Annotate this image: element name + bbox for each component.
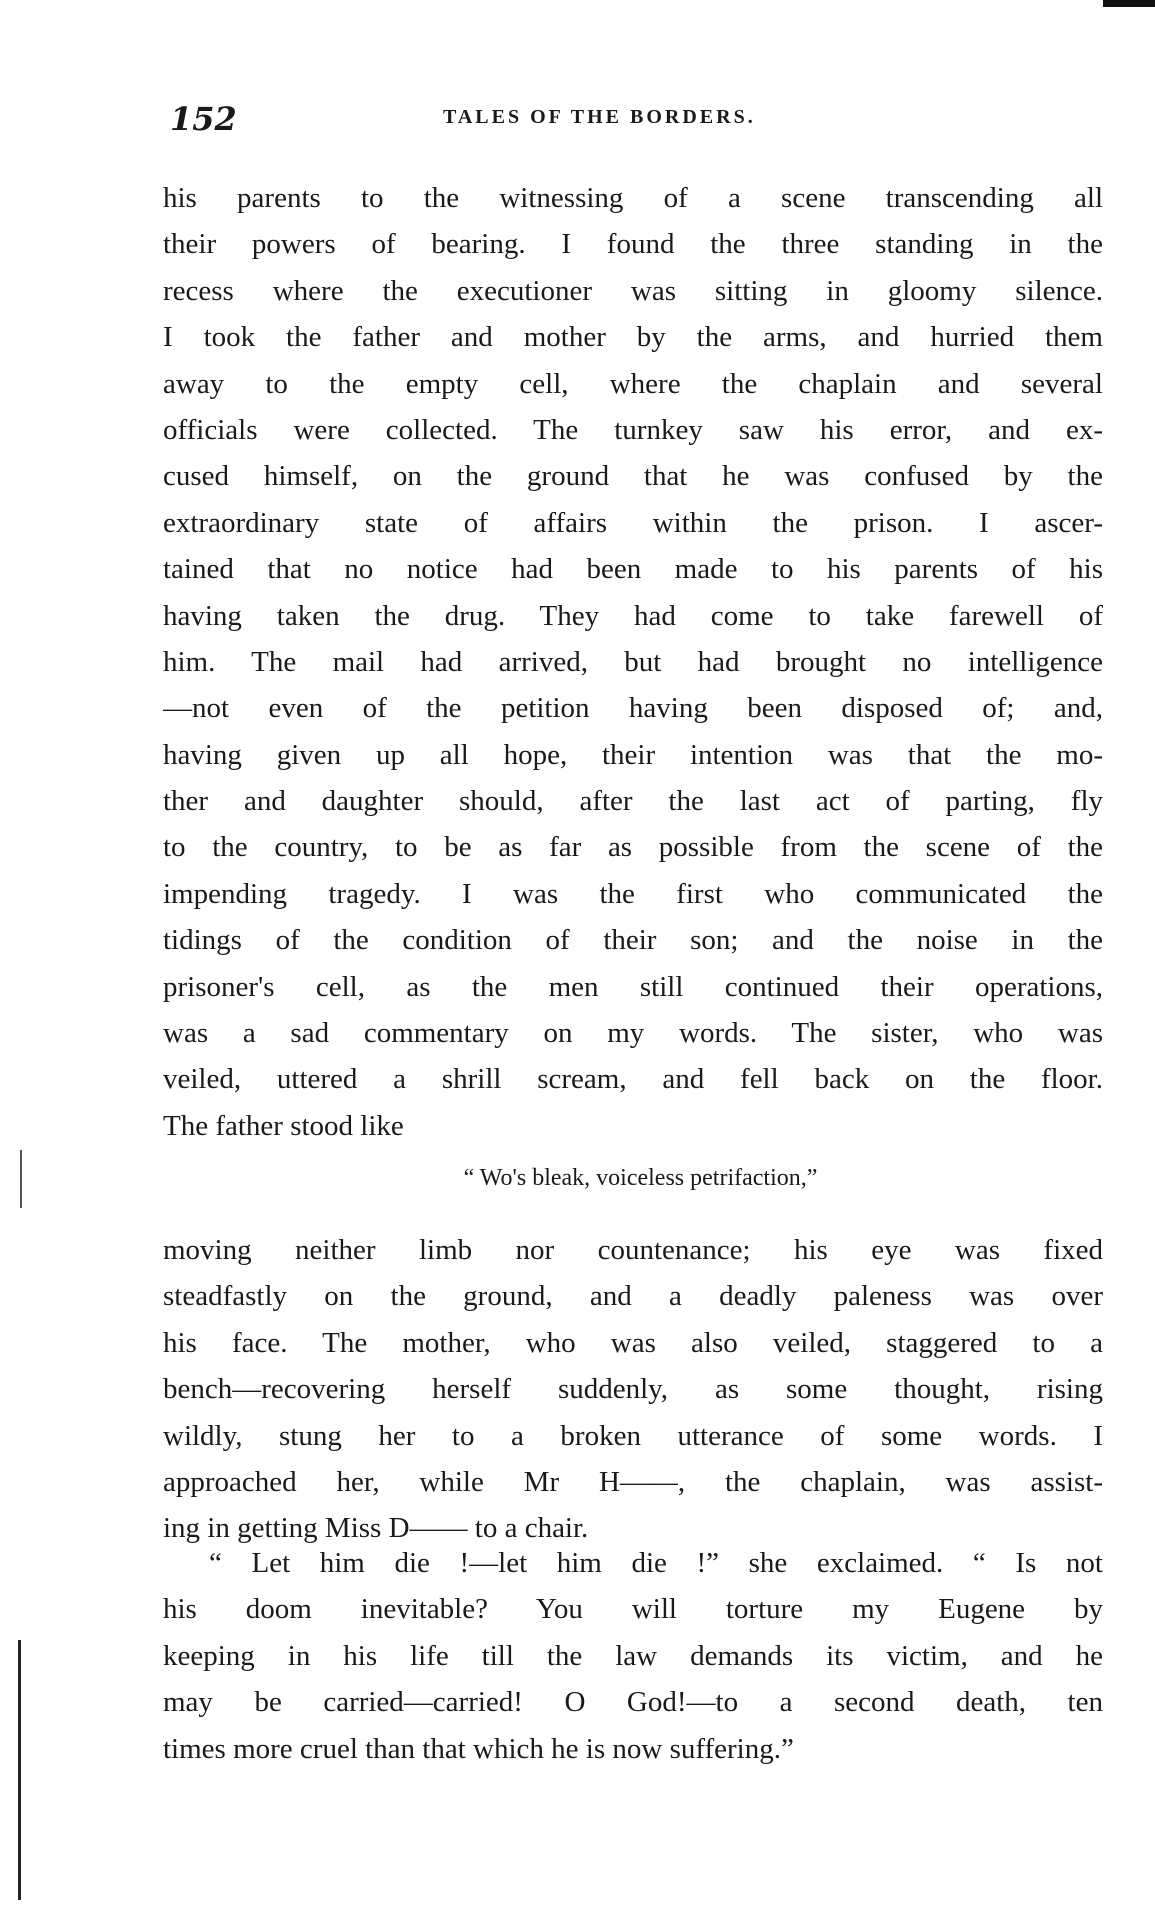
text-line: his parents to the witnessing of a scene transcending all — [163, 182, 1103, 214]
text-line: to the country, to be as far as possible from the scene of the — [163, 831, 1103, 864]
text-line: “ Let him die !—let him die !” she exclaimed. “ Is not — [209, 1547, 1103, 1579]
text-line: recess where the executioner was sitting in gloomy silence. — [163, 274, 1103, 307]
text-line: him. The mail had arrived, but had brought no intelligence — [163, 645, 1103, 678]
text-line: wildly, stung her to a broken utterance of some words. I — [163, 1419, 1103, 1452]
page-header — [163, 100, 1103, 140]
text-line: impending tragedy. I was the first who communicated the — [163, 877, 1103, 910]
text-line: —not even of the petition having been disposed of; and, — [163, 692, 1103, 725]
text-line: his doom inevitable? You will torture my Eugene by — [163, 1593, 1103, 1626]
text-line: having given up all hope, their intention was that the mo- — [163, 738, 1103, 771]
margin-mark — [20, 1150, 22, 1208]
text-line: veiled, uttered a shrill scream, and fell back on the floor. — [163, 1063, 1103, 1096]
text-line: steadfastly on the ground, and a deadly paleness was over — [163, 1280, 1103, 1313]
corner-rule — [1103, 0, 1155, 7]
text-line: The father stood like — [163, 1109, 404, 1142]
paragraph-2 — [163, 1227, 1103, 1552]
paragraph-3 — [163, 1540, 1103, 1772]
text-line: approached her, while Mr H——, the chaplain, was assist- — [163, 1465, 1103, 1498]
text-line: tained that no notice had been made to his parents of his — [163, 553, 1103, 586]
verse-quote: “ Wo's bleak, voiceless petrifaction,” — [463, 1165, 818, 1191]
text-line: his face. The mother, who was also veiled, staggered to a — [163, 1326, 1103, 1359]
text-line: was a sad commentary on my words. The sister, who was — [163, 1017, 1103, 1050]
text-line: cused himself, on the ground that he was confused by the — [163, 460, 1103, 493]
paragraph-1 — [163, 175, 1103, 1149]
text-line: prisoner's cell, as the men still continued their operations, — [163, 970, 1103, 1003]
text-line: extraordinary state of affairs within the prison. I ascer- — [163, 506, 1103, 539]
text-line: officials were collected. The turnkey saw his error, and ex- — [163, 413, 1103, 446]
text-line: ing in getting Miss D—— to a chair. — [163, 1512, 589, 1545]
text-line: tidings of the condition of their son; and the noise in the — [163, 924, 1103, 957]
text-line: their powers of bearing. I found the three standing in the — [163, 228, 1103, 261]
text-line: ther and daughter should, after the last act of parting, fly — [163, 785, 1103, 818]
text-line: away to the empty cell, where the chaplain and several — [163, 367, 1103, 400]
text-line: may be carried—carried! O God!—to a second death, ten — [163, 1686, 1103, 1719]
page-number: 152 — [170, 100, 237, 138]
text-line: bench—recovering herself suddenly, as some thought, rising — [163, 1373, 1103, 1406]
text-line: I took the father and mother by the arms, and hurried them — [163, 321, 1103, 354]
text-line: having taken the drug. They had come to take farewell of — [163, 599, 1103, 632]
text-line: moving neither limb nor countenance; his eye was fixed — [163, 1234, 1103, 1266]
margin-mark — [18, 1640, 21, 1900]
text-line: times more cruel than that which he is now suffering.” — [163, 1732, 794, 1765]
running-title: TALES OF THE BORDERS. — [443, 106, 756, 128]
text-line: keeping in his life till the law demands its victim, and he — [163, 1639, 1103, 1672]
